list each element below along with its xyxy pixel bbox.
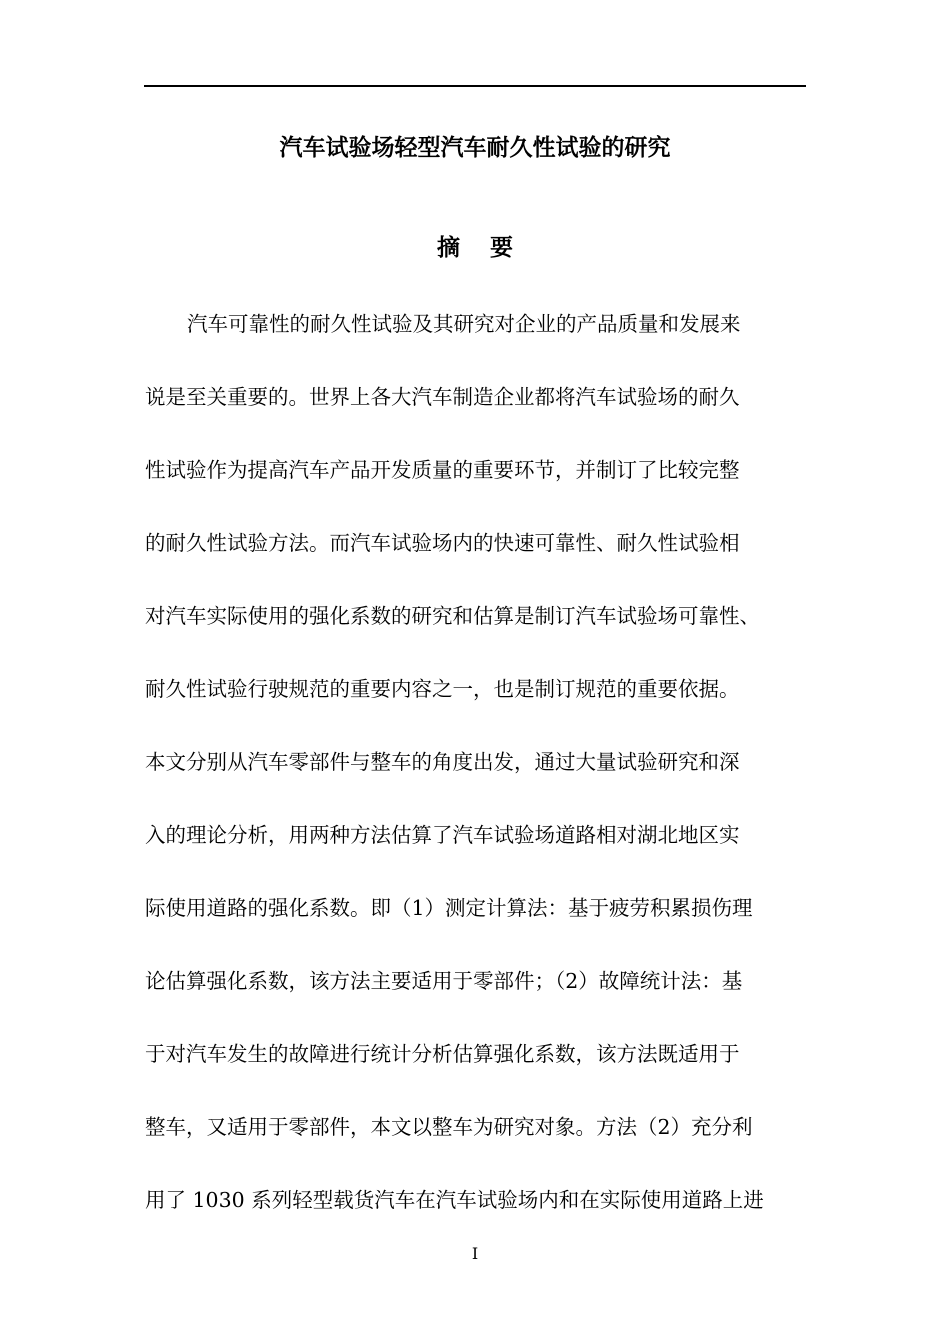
- abstract-line: 入的理论分析，用两种方法估算了汽车试验场道路相对湖北地区实: [145, 823, 740, 847]
- abstract-line: 说是至关重要的。世界上各大汽车制造企业都将汽车试验场的耐久: [145, 385, 740, 409]
- abstract-line: 的耐久性试验方法。而汽车试验场内的快速可靠性、耐久性试验相: [145, 531, 740, 555]
- abstract-line: 于对汽车发生的故障进行统计分析估算强化系数，该方法既适用于: [145, 1042, 740, 1066]
- abstract-line: 论估算强化系数，该方法主要适用于零部件；（2）故障统计法：基: [145, 969, 743, 993]
- document-title: 汽车试验场轻型汽车耐久性试验的研究: [279, 135, 671, 161]
- abstract-line: 汽车可靠性的耐久性试验及其研究对企业的产品质量和发展来: [187, 312, 741, 336]
- abstract-line: 用了 1030 系列轻型载货汽车在汽车试验场内和在实际使用道路上进: [145, 1188, 764, 1212]
- abstract-line: 整车，又适用于零部件，本文以整车为研究对象。方法（2）充分利: [145, 1115, 753, 1139]
- abstract-line: 本文分别从汽车零部件与整车的角度出发，通过大量试验研究和深: [145, 750, 740, 774]
- page-number: I: [471, 1244, 479, 1263]
- abstract-body: [145, 306, 825, 1255]
- abstract-line: 对汽车实际使用的强化系数的研究和估算是制订汽车试验场可靠性、: [145, 604, 760, 628]
- abstract-line: 性试验作为提高汽车产品开发质量的重要环节，并制订了比较完整: [145, 458, 740, 482]
- abstract-heading: 摘要: [437, 235, 543, 261]
- abstract-line: 耐久性试验行驶规范的重要内容之一，也是制订规范的重要依据。: [145, 677, 740, 701]
- abstract-line: 际使用道路的强化系数。即（1）测定计算法：基于疲劳积累损伤理: [145, 896, 753, 920]
- header-rule: [144, 85, 806, 87]
